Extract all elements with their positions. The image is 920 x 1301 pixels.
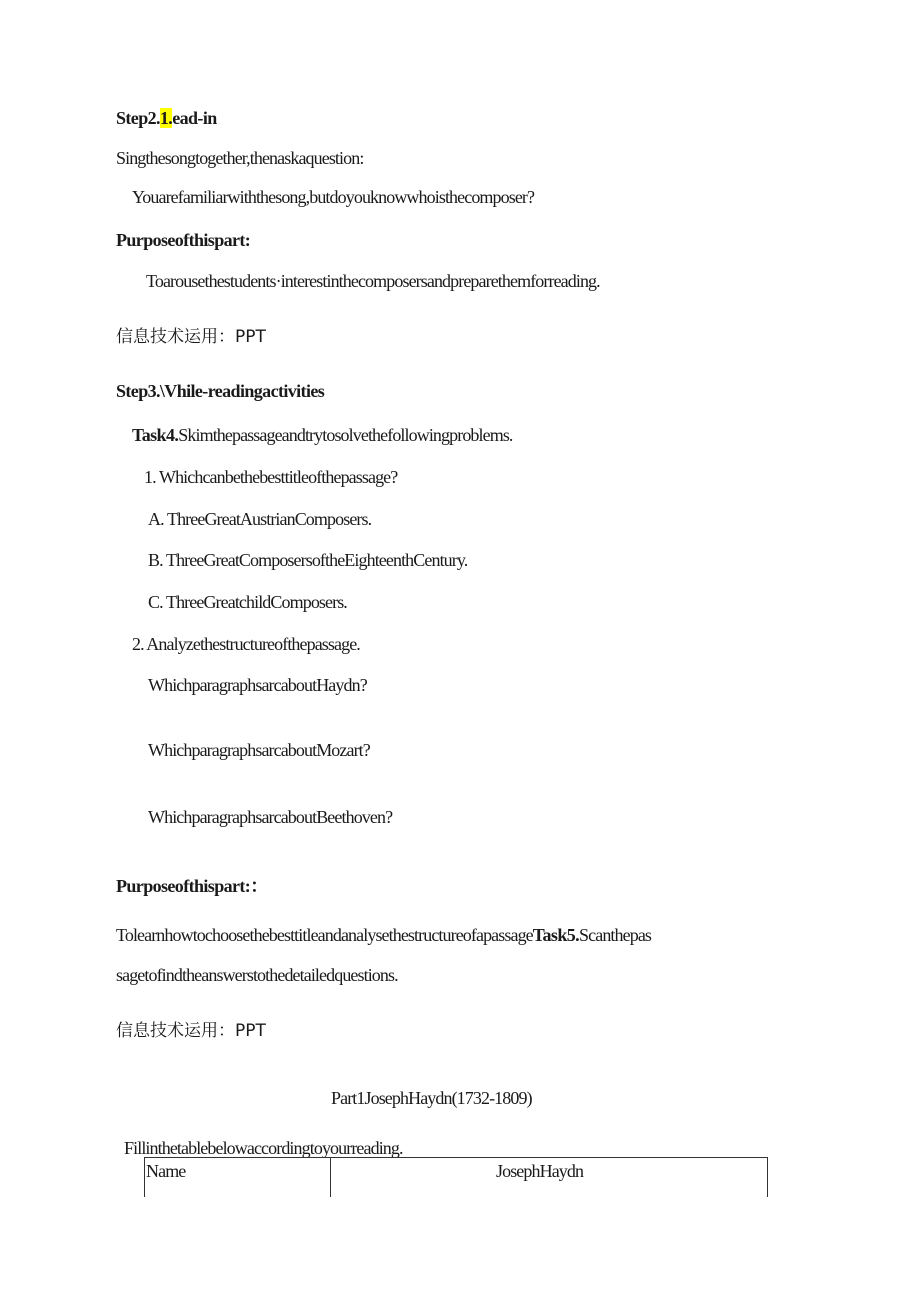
purpose-text-a: Tolearnhowtochoosethebesttitleandanalysethestructureofapassage	[116, 925, 533, 945]
step3-purpose-label: Purposeofthispart:：	[116, 876, 268, 896]
table-col1-label: Name	[146, 1161, 186, 1181]
step2-highlight: 1.	[159, 108, 173, 128]
option-a: A. ThreeGreatAustrianComposers.	[148, 509, 372, 529]
step2-tech: 信息技术运用：PPT	[116, 327, 266, 347]
step2-purpose-text: Toarousethestudents·interestinthecomposersandpreparethemforreading.	[146, 271, 600, 291]
table-col2-value: JosephHaydn	[496, 1161, 584, 1181]
part1-heading: Part1JosephHaydn(1732-1809)	[331, 1088, 532, 1108]
step3-tech: 信息技术运用：PPT	[116, 1021, 266, 1041]
sub-question-beethoven: WhichparagraphsarcaboutBeethoven?	[148, 807, 393, 827]
step2-line1: Singthesongtogether,thenaskaquestion:	[116, 148, 364, 168]
step2-prefix: Step2.	[116, 108, 160, 128]
step3-purpose-text	[116, 924, 651, 946]
step2-purpose-label: Purposeofthispart:	[116, 230, 251, 250]
task4	[132, 424, 513, 446]
step2-rest: ead-in	[172, 108, 217, 128]
task5-label: Task5.	[532, 925, 580, 945]
step2-line2: Youarefamiliarwiththesong,butdoyouknowwhoisthecomposer?	[132, 187, 535, 207]
task5-text-a: Scanthepas	[579, 925, 652, 945]
task5-text-b: sagetofindtheanswerstothedetailedquestions.	[116, 965, 398, 985]
table-cell-name	[145, 1158, 331, 1197]
option-c: C. ThreeGreatchildComposers.	[148, 592, 347, 612]
task4-label: Task4.	[132, 425, 179, 445]
info-table	[144, 1157, 768, 1197]
sub-question-haydn: WhichparagraphsarcaboutHaydn?	[148, 675, 367, 695]
question-1: 1. Whichcanbethebesttitleofthepassage?	[144, 467, 398, 487]
option-b: B. ThreeGreatComposersoftheEighteenthCentury.	[148, 550, 468, 570]
table-instruction: Fillinthetablebelowaccordingtoyourreading.	[124, 1138, 403, 1158]
step3-heading: Step3.\Vhile-readingactivities	[116, 381, 325, 401]
sub-question-mozart: WhichparagraphsarcaboutMozart?	[148, 740, 370, 760]
task4-text: Skimthepassageandtrytosolvethefollowingproblems.	[178, 425, 513, 445]
question-2: 2. Analyzethestructureofthepassage.	[132, 634, 360, 654]
step2-heading	[116, 107, 217, 129]
